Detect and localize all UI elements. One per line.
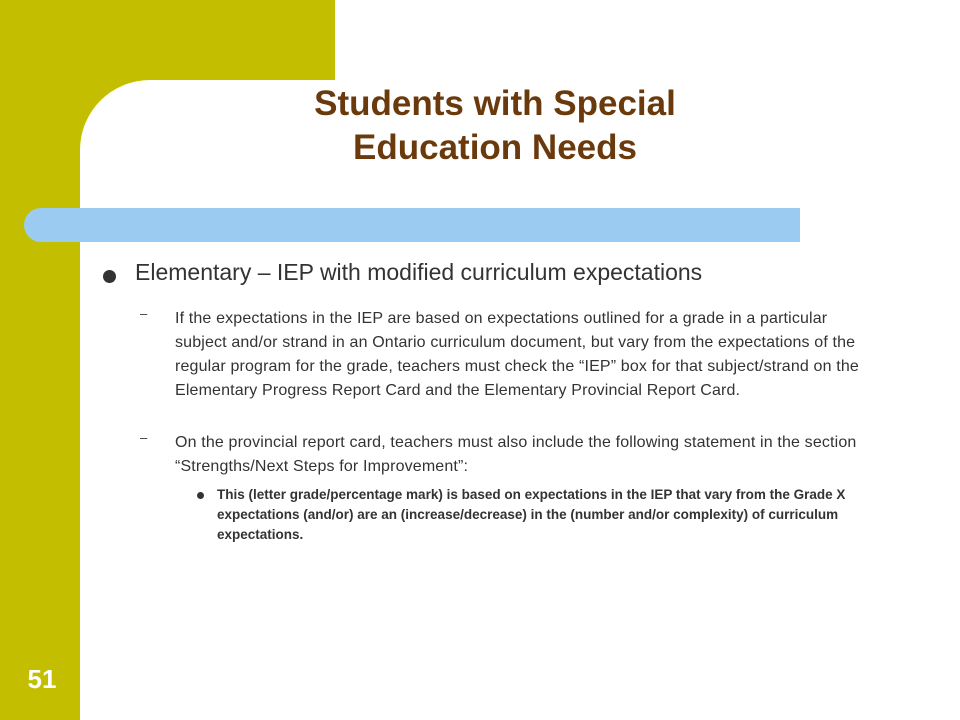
title-line-2: Education Needs	[353, 128, 637, 167]
small-bullet-dot-icon	[197, 492, 204, 499]
bullet-item-1	[100, 255, 880, 289]
sub-sub-text-1: This (letter grade/percentage mark) is based on expectations in the IEP that vary from the Grade X expectations (and/or) are an (increase/decrease) in the (number and/or complexity) of curriculum expectations.	[217, 487, 846, 542]
top-accent-block	[80, 0, 335, 80]
sub-sub-item-1	[100, 485, 880, 545]
sub-text-1: If the expectations in the IEP are based on expectations outlined for a grade in a particular subject and/or strand in an Ontario curriculum document, but vary from the expectations of the regular program for the grade, teachers must check the “IEP” box for that subject/strand on the Elementary Progress Report Card and the Elementary Provincial Report Card.	[175, 310, 859, 399]
bullet-dot-icon	[103, 270, 116, 283]
sub-item-1	[100, 307, 880, 403]
slide-title	[150, 82, 840, 170]
bullet-text-1: Elementary – IEP with modified curriculum expectations	[135, 259, 703, 285]
sub-text-2: On the provincial report card, teachers must also include the following statement in the section “Strengths/Next Steps for Improvement”:	[175, 434, 857, 475]
title-line-1: Students with Special	[314, 84, 676, 123]
slide-number: 51	[27, 664, 57, 694]
dash-icon: –	[140, 430, 148, 445]
slide-content	[100, 255, 880, 545]
title-divider-band	[24, 208, 800, 242]
sub-item-2	[100, 431, 880, 479]
dash-icon: –	[140, 306, 148, 321]
left-accent-bar	[0, 0, 80, 720]
